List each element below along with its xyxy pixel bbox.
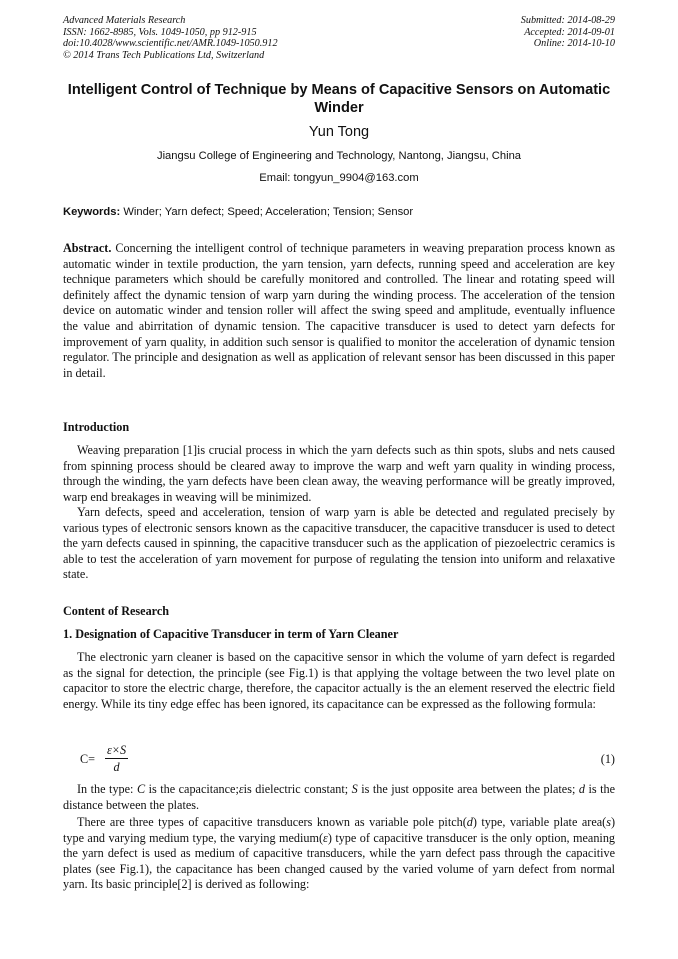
transducer-types-paragraph: There are three types of capacitive transducers known as variable pole pitch(d) type, variable plate area(s) type and varying medium type, the varying medium(ε) type of capacitive transducer is the only option, meaning the yarn defect is used as medium of capacitive transducers, while the yarn defect pass through the capacitive plates (see Fig.1), the capacitance has been changed caused by the varied volume of yarn defect from normal yarn. Its basic principle[2] is derived as following: bbox=[63, 815, 616, 892]
capacitance-formula bbox=[80, 742, 615, 778]
paper-title: Intelligent Control of Technique by Means of Capacitive Sensors on Automatic Winder bbox=[67, 82, 611, 116]
journal-name: Advanced Materials Research bbox=[63, 15, 186, 26]
introduction-heading: Introduction bbox=[63, 420, 130, 434]
online-date: Online: 2014-10-10 bbox=[533, 38, 615, 50]
variable-definitions-paragraph: In the type: C is the capacitance;εis dielectric constant; S is the just opposite area between the plates; d is the distance between the plates. bbox=[63, 782, 615, 812]
formula-fraction bbox=[105, 742, 128, 775]
research-heading: Content of Research bbox=[63, 604, 170, 618]
accepted-date: Accepted: 2014-09-01 bbox=[524, 26, 615, 38]
formula-lhs: C= bbox=[80, 752, 96, 766]
formula-numerator: ε×S bbox=[107, 743, 127, 757]
keywords-line bbox=[63, 206, 615, 218]
submission-dates bbox=[521, 15, 615, 50]
author-email: Email: tongyun_9904@163.com bbox=[259, 172, 419, 184]
submitted-date: Submitted: 2014-08-29 bbox=[520, 15, 615, 26]
equation-number: (1) bbox=[600, 752, 615, 766]
keywords-label: Keywords: bbox=[63, 206, 121, 218]
abstract-label: Abstract. bbox=[63, 241, 112, 255]
doi-line: doi:10.4028/www.scientific.net/AMR.1049-1050.912 bbox=[63, 38, 278, 50]
issn-line: ISSN: 1662-8985, Vols. 1049-1050, pp 912-915 bbox=[63, 26, 257, 38]
formula-denominator: d bbox=[113, 760, 120, 774]
abstract-paragraph bbox=[63, 241, 615, 381]
author-name: Yun Tong bbox=[308, 124, 370, 140]
intro-paragraph-1: Weaving preparation [1]is crucial process in which the yarn defects such as thin spots, slubs and nets caused from spinning process should be cleared away to improve the warp and weft yarn quality in winding process, through the winding, the yarn defects have been clean away, the weaving performance will be greatly improved, warp end breakages in weaving will be minimized. bbox=[63, 443, 615, 504]
research-paragraph-1: The electronic yarn cleaner is based on the capacitive sensor in which the volume of yarn defect is regarded as the signal for detection, the principle (see Fig.1) is that applying the voltage between the two level plate on capacitor to store the electric charge, therefore, the capacitor actually is the an element reserved the electric field energy. While its tiny edge effec has been ignored, its capacitance can be expressed as the following formula: bbox=[63, 650, 615, 711]
journal-info bbox=[63, 15, 278, 61]
section-1-heading: 1. Designation of Capacitive Transducer in term of Yarn Cleaner bbox=[63, 627, 399, 641]
intro-paragraph-2: Yarn defects, speed and acceleration, tension of warp yarn is able be detected and regulated precisely by various types of electronic sensors known as the capacitive transducer, the capacitive transducer is used to detect the yarn defects caused in spinning, the capacitive transducer such as the application of piezoelectric ceramics is able to test the acceleration of yarn movement for purpose of regulating the tension into uniform and relaxative state. bbox=[63, 505, 615, 582]
keywords-text: Winder; Yarn defect; Speed; Acceleration; Tension; Sensor bbox=[123, 206, 414, 218]
copyright-line: © 2014 Trans Tech Publications Ltd, Switzerland bbox=[63, 49, 265, 61]
abstract-text: Concerning the intelligent control of technique parameters in weaving preparation process known as automatic winder in textile production, the yarn tension, yarn defects, running speed and acceleration are key technique parameters which should be carefully monitored and controlled. The linear and rotating speed will definitely affect the dynamic tension of warp yarn during the winding process. The acceleration of the tension device on automatic winder and tension roller will affect the swing speed and amplitude, eventually influence the value and abirritation of dynamic tension. The capacitive transducer is used to detect yarn defects for improvement of yarn quality, in addition such sensor is qualified to monitor the acceleration of dynamic tension regulator. The principle and designation as well as application of relevant sensor has been discussed in this paper in detail. bbox=[63, 241, 615, 380]
author-affiliation: Jiangsu College of Engineering and Technology, Nantong, Jiangsu, China bbox=[156, 150, 522, 162]
